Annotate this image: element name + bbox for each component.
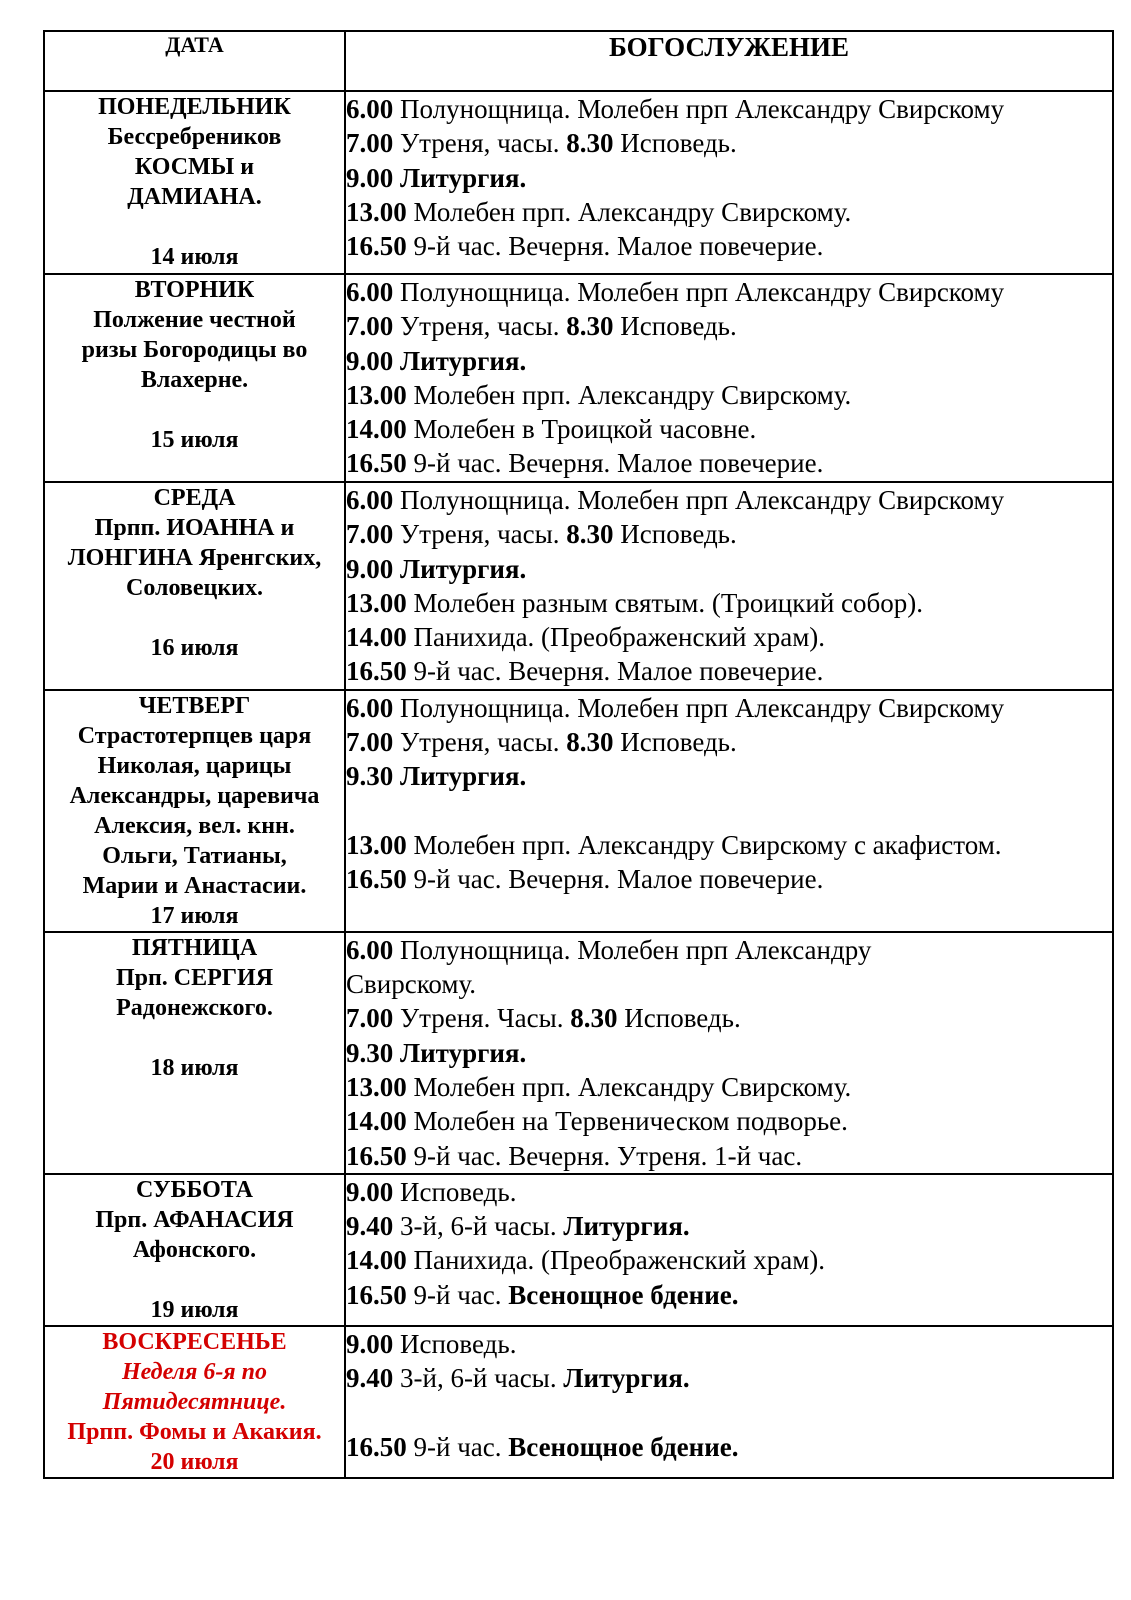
service-line bbox=[346, 794, 1112, 828]
saint-line: Неделя 6-я по bbox=[121, 1358, 268, 1385]
service-line bbox=[346, 1139, 1112, 1173]
service-text: 9-й час. Вечерня. Утреня. 1-й час. bbox=[406, 1140, 803, 1171]
date-cell bbox=[44, 482, 345, 690]
service-time-bold: 9.40 bbox=[346, 1211, 394, 1242]
date-cell bbox=[44, 91, 345, 274]
service-line bbox=[346, 195, 1112, 229]
saint-line: КОСМЫ и bbox=[134, 154, 255, 180]
service-time-bold: 9.00 Литургия. bbox=[346, 553, 527, 584]
day-row bbox=[44, 91, 1113, 274]
service-time-bold: 7.00 bbox=[346, 1003, 394, 1034]
service-text: 3-й, 6-й часы. bbox=[393, 1363, 564, 1394]
services-cell bbox=[345, 1174, 1113, 1326]
service-line bbox=[346, 483, 1112, 517]
service-line bbox=[346, 1070, 1112, 1104]
saint-line: Радонежского. bbox=[116, 994, 273, 1021]
service-line bbox=[346, 1175, 1112, 1209]
services-cell bbox=[345, 91, 1113, 274]
service-time-bold: 7.00 bbox=[346, 727, 394, 758]
service-text: Утреня, часы. bbox=[393, 128, 567, 159]
service-line bbox=[346, 552, 1112, 586]
service-time-bold: 14.00 bbox=[346, 1106, 407, 1137]
day-row bbox=[44, 932, 1113, 1174]
saint-line: Марии и Анастасии. bbox=[82, 872, 307, 899]
service-time-bold: 14.00 bbox=[346, 414, 407, 445]
service-time-bold: 9.30 Литургия. bbox=[346, 1037, 527, 1068]
service-text: Утреня, часы. bbox=[393, 727, 567, 758]
service-time-bold: Литургия. bbox=[563, 1363, 690, 1394]
services-cell bbox=[345, 690, 1113, 932]
service-text: Полунощница. Молебен прп Александру Свирскому bbox=[393, 692, 1005, 723]
service-line bbox=[346, 1001, 1112, 1035]
service-line bbox=[346, 933, 1112, 967]
service-line bbox=[346, 126, 1112, 160]
saint-line: Прпп. Фомы и Акакия. bbox=[67, 1418, 322, 1445]
service-line bbox=[346, 275, 1112, 309]
service-text: 9-й час. Вечерня. Малое повечерие. bbox=[406, 448, 824, 479]
service-text: Исповедь. bbox=[613, 128, 737, 159]
service-text: Молебен прп. Александру Свирскому. bbox=[406, 1071, 852, 1102]
service-line bbox=[346, 344, 1112, 378]
saint-line: ризы Богородицы во bbox=[81, 337, 308, 363]
weekday: ВТОРНИК bbox=[134, 277, 255, 303]
service-time-bold: Всенощное бдение. bbox=[508, 1431, 739, 1462]
service-text: Панихида. (Преображенский храм). bbox=[406, 622, 826, 653]
service-time-bold: 16.50 bbox=[346, 1140, 407, 1171]
service-line bbox=[346, 1104, 1112, 1138]
service-line bbox=[346, 1243, 1112, 1277]
service-time-bold: 8.30 bbox=[566, 128, 614, 159]
date-cell bbox=[44, 1326, 345, 1478]
service-line bbox=[346, 1278, 1112, 1312]
service-text: Исповедь. bbox=[613, 519, 737, 550]
day-date: 18 июля bbox=[150, 1054, 239, 1081]
service-time-bold: 8.30 bbox=[566, 311, 614, 342]
service-time-bold: 7.00 bbox=[346, 519, 394, 550]
header-row bbox=[44, 31, 1113, 91]
date-cell bbox=[44, 690, 345, 932]
saint-line: Ольги, Татианы, bbox=[102, 842, 287, 869]
service-text: Полунощница. Молебен прп Александру Свирскому bbox=[393, 277, 1005, 307]
date-cell bbox=[44, 932, 345, 1174]
service-line bbox=[346, 586, 1112, 620]
service-text: Исповедь. bbox=[393, 1176, 517, 1207]
service-time-bold: 6.00 bbox=[346, 277, 394, 307]
saint-line: Николая, царицы bbox=[97, 752, 292, 779]
service-line bbox=[346, 412, 1112, 446]
service-time-bold: 6.00 bbox=[346, 692, 394, 723]
service-text: Утреня, часы. bbox=[393, 519, 567, 550]
service-text: Утреня, часы. bbox=[393, 311, 567, 342]
service-text: 9-й час. Вечерня. Малое повечерие. bbox=[406, 656, 824, 687]
day-date: 20 июля bbox=[150, 1448, 239, 1475]
service-text: Молебен прп. Александру Свирскому с акафистом. bbox=[406, 829, 1002, 860]
saint-line: Пятидесятнице. bbox=[102, 1388, 287, 1415]
services-cell bbox=[345, 932, 1113, 1174]
services-cell bbox=[345, 482, 1113, 690]
service-text: Панихида. (Преображенский храм). bbox=[406, 1245, 826, 1276]
service-time-bold: 13.00 bbox=[346, 1071, 407, 1102]
service-line bbox=[346, 759, 1112, 793]
saint-line: Влахерне. bbox=[140, 367, 249, 393]
day-date: 17 июля bbox=[150, 902, 239, 929]
service-line bbox=[346, 378, 1112, 412]
saint-line: Страстотерпцев царя bbox=[77, 722, 312, 749]
service-time-bold: 16.50 bbox=[346, 656, 407, 687]
service-line bbox=[346, 309, 1112, 343]
service-time-bold: 13.00 bbox=[346, 587, 407, 618]
service-line bbox=[346, 1395, 1112, 1429]
service-line bbox=[346, 620, 1112, 654]
saint-line: ДАМИАНА. bbox=[127, 184, 262, 210]
service-text: 9-й час. bbox=[406, 1431, 509, 1462]
header-date: ДАТА bbox=[44, 31, 345, 91]
date-cell bbox=[44, 274, 345, 482]
service-time-bold: 14.00 bbox=[346, 622, 407, 653]
saint-line: Соловецких. bbox=[126, 575, 263, 601]
weekday: ПЯТНИЦА bbox=[131, 934, 258, 961]
service-time-bold: 16.50 bbox=[346, 864, 407, 895]
service-text: Исповедь. bbox=[613, 311, 737, 342]
service-time-bold: 16.50 bbox=[346, 231, 407, 262]
service-line bbox=[346, 967, 1112, 1001]
service-time-bold: 16.50 bbox=[346, 448, 407, 479]
service-text: 9-й час. Вечерня. Малое повечерие. bbox=[406, 864, 824, 895]
day-date: 16 июля bbox=[150, 635, 239, 661]
service-time-bold: 6.00 bbox=[346, 94, 394, 124]
weekday: ПОНЕДЕЛЬНИК bbox=[98, 94, 291, 120]
service-line bbox=[346, 1209, 1112, 1243]
day-row bbox=[44, 1326, 1113, 1478]
service-text: Молебен на Тервеническом подворье. bbox=[406, 1106, 848, 1137]
service-line bbox=[346, 1036, 1112, 1070]
service-line bbox=[346, 1430, 1112, 1464]
service-time-bold: Литургия. bbox=[563, 1211, 690, 1242]
day-row bbox=[44, 1174, 1113, 1326]
service-time-bold: 8.30 bbox=[566, 727, 614, 758]
service-time-bold: 9.00 Литургия. bbox=[346, 345, 527, 376]
saint-line: Алексия, вел. кнн. bbox=[94, 812, 295, 839]
service-text: Исповедь. bbox=[617, 1003, 741, 1034]
service-line bbox=[346, 229, 1112, 263]
service-time-bold: 8.30 bbox=[570, 1003, 618, 1034]
service-text: Молебен разным святым. (Троицкий собор). bbox=[406, 587, 923, 618]
saint-line: Афонского. bbox=[132, 1236, 257, 1263]
saint-line: ЛОНГИНА Яренгских, bbox=[67, 545, 322, 571]
service-text: Исповедь. bbox=[393, 1328, 517, 1359]
service-time-bold: 9.00 bbox=[346, 1176, 394, 1207]
schedule-table bbox=[43, 30, 1114, 1479]
service-time-bold: 9.30 Литургия. bbox=[346, 761, 527, 792]
saint-line: Полжение честной bbox=[93, 307, 296, 333]
service-time-bold: 7.00 bbox=[346, 311, 394, 342]
saint-line: Прп. АФАНАСИЯ bbox=[95, 1206, 294, 1233]
service-line bbox=[346, 92, 1112, 126]
service-text: Молебен прп. Александру Свирскому. bbox=[406, 379, 852, 410]
service-text: Утреня. Часы. bbox=[393, 1003, 571, 1034]
service-text: Исповедь. bbox=[613, 727, 737, 758]
service-time-bold: 9.00 Литургия. bbox=[346, 162, 527, 193]
weekday: СУББОТА bbox=[135, 1176, 253, 1203]
weekday: СРЕДА bbox=[153, 485, 236, 511]
service-time-bold: 9.40 bbox=[346, 1363, 394, 1394]
service-line bbox=[346, 725, 1112, 759]
service-text: 3-й, 6-й часы. bbox=[393, 1211, 564, 1242]
saint-line: Прп. СЕРГИЯ bbox=[115, 964, 274, 991]
day-date: 15 июля bbox=[150, 427, 239, 453]
service-text: 9-й час. Вечерня. Малое повечерие. bbox=[406, 231, 824, 262]
saint-line: Александры, царевича bbox=[69, 782, 320, 809]
service-text: Полунощница. Молебен прп Александру Свирскому bbox=[393, 485, 1005, 515]
header-service: БОГОСЛУЖЕНИЕ bbox=[345, 31, 1113, 91]
service-line bbox=[346, 517, 1112, 551]
service-time-bold: 7.00 bbox=[346, 128, 394, 159]
saint-line: Прпп. ИОАННА и bbox=[94, 515, 295, 541]
day-date: 14 июля bbox=[150, 244, 239, 270]
service-line bbox=[346, 828, 1112, 862]
service-line bbox=[346, 862, 1112, 896]
service-text: 9-й час. bbox=[406, 1279, 509, 1310]
service-time-bold: 9.00 bbox=[346, 1328, 394, 1359]
saint-line: Бессребреников bbox=[107, 124, 282, 150]
service-text: Молебен прп. Александру Свирскому. bbox=[406, 196, 852, 227]
service-time-bold: 14.00 bbox=[346, 1245, 407, 1276]
service-time-bold: Всенощное бдение. bbox=[508, 1279, 739, 1310]
service-time-bold: 6.00 bbox=[346, 934, 394, 965]
service-line bbox=[346, 161, 1112, 195]
service-line bbox=[346, 446, 1112, 480]
service-text: Полунощница. Молебен прп Александру Свирскому bbox=[393, 94, 1005, 124]
service-line bbox=[346, 1327, 1112, 1361]
weekday: ЧЕТВЕРГ bbox=[138, 692, 251, 719]
service-text: Свирскому. bbox=[346, 969, 477, 1000]
day-row bbox=[44, 274, 1113, 482]
service-line bbox=[346, 654, 1112, 688]
day-row bbox=[44, 482, 1113, 690]
services-cell bbox=[345, 1326, 1113, 1478]
service-time-bold: 6.00 bbox=[346, 485, 394, 515]
service-text: Молебен в Троицкой часовне. bbox=[406, 414, 757, 445]
day-row bbox=[44, 690, 1113, 932]
service-text: Полунощница. Молебен прп Александру bbox=[393, 934, 872, 965]
service-time-bold: 16.50 bbox=[346, 1279, 407, 1310]
service-time-bold: 13.00 bbox=[346, 379, 407, 410]
service-line bbox=[346, 1361, 1112, 1395]
services-cell bbox=[345, 274, 1113, 482]
service-line bbox=[346, 691, 1112, 725]
date-cell bbox=[44, 1174, 345, 1326]
service-time-bold: 8.30 bbox=[566, 519, 614, 550]
day-date: 19 июля bbox=[150, 1296, 239, 1323]
service-time-bold: 16.50 bbox=[346, 1431, 407, 1462]
weekday: ВОСКРЕСЕНЬЕ bbox=[102, 1328, 287, 1355]
service-time-bold: 13.00 bbox=[346, 829, 407, 860]
schedule-body bbox=[44, 91, 1113, 1478]
service-time-bold: 13.00 bbox=[346, 196, 407, 227]
